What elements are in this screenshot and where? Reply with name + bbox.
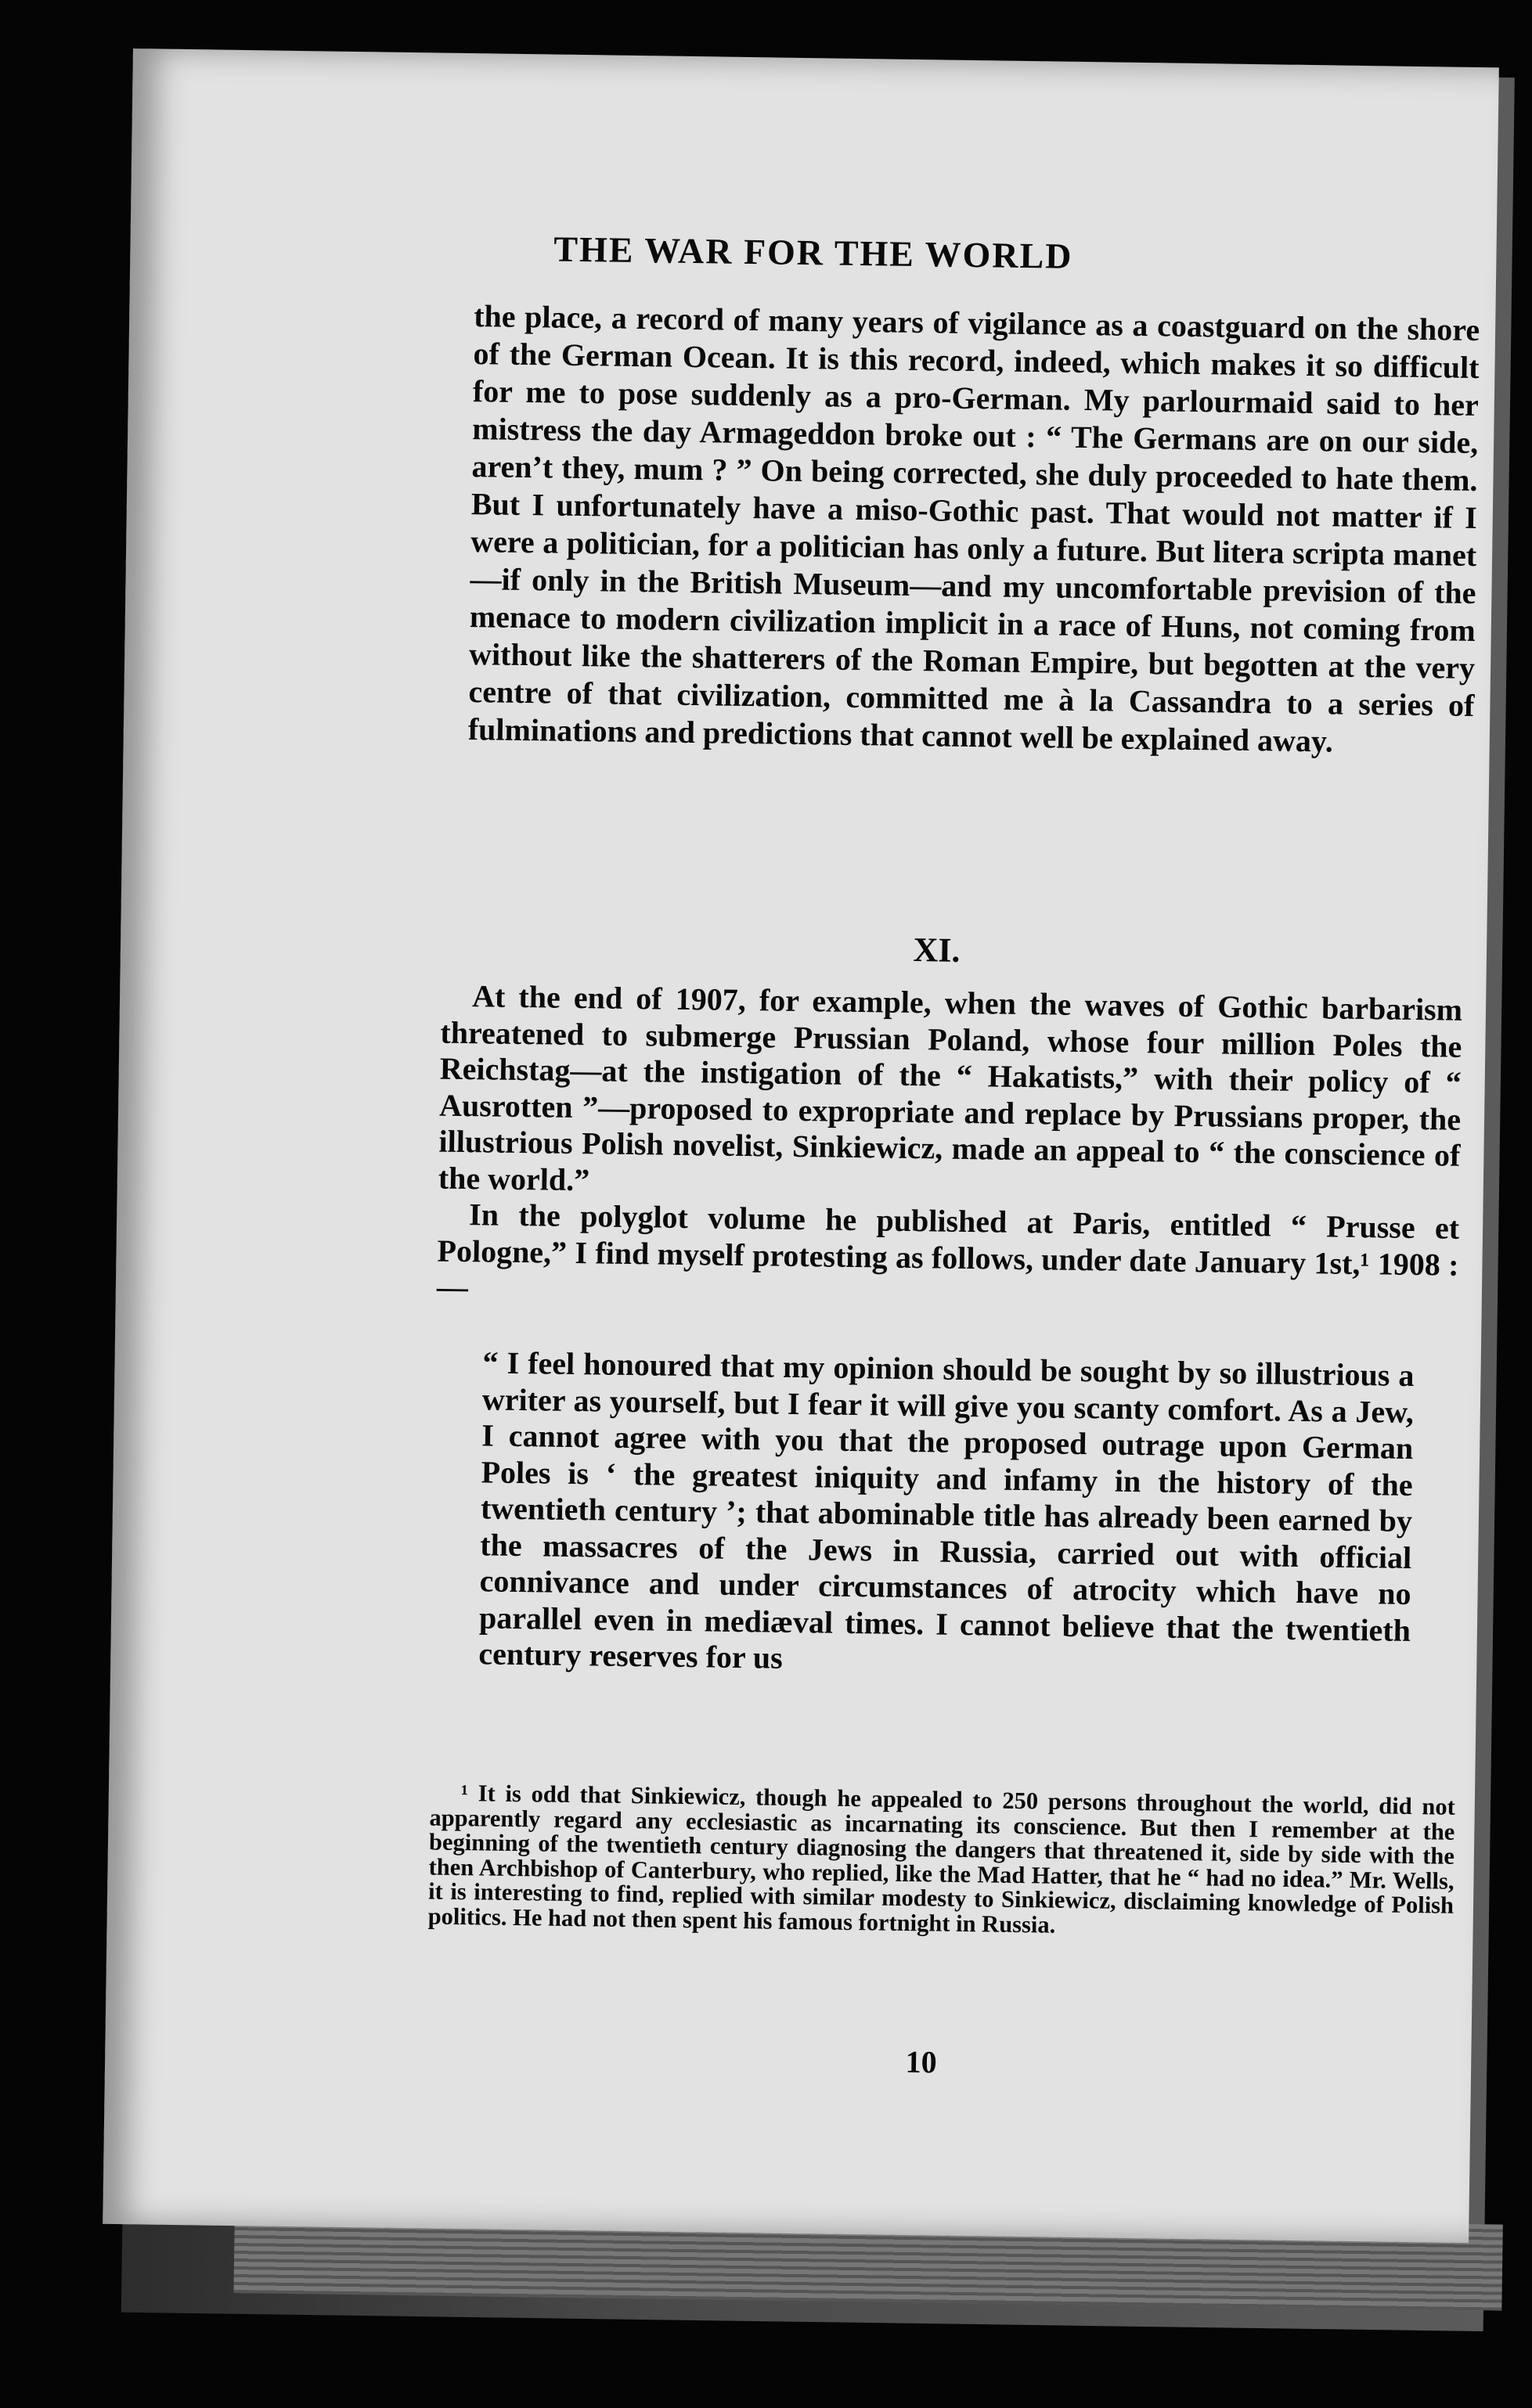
running-head: THE WAR FOR THE WORLD <box>553 229 1073 276</box>
page-sheet <box>103 49 1499 2243</box>
section-number: XI. <box>913 930 961 970</box>
continued-paragraph: the place, a record of many years of vigilance as a coastguard on the shore of the German Ocean. It is this record, indeed, which makes it so difficult for me to pose suddenly as a pro-German. My parlourmaid said to her mistress the day Armageddon broke out : “ The Germans are on our side, aren’t they, mum ? ” On being corrected, she duly proceeded to hate them. But I unfortunately have a miso-Gothic past. That would not matter if I were a politician, for a politician has only a future. But litera scripta manet—if only in the British Museum—and my uncomfortable prevision of the menace to modern civilization implicit in a race of Huns, not coming from without like the shatterers of the Roman Empire, but begotten at the very centre of that civilization, committed me à la Cassandra to a series of fulminations and predictions that cannot well be explained away. <box>467 298 1480 759</box>
section-body <box>437 978 1463 1320</box>
section-paragraph-2: In the polyglot volume he published at Paris, entitled “ Prusse et Pologne,” I find myself protesting as follows, under date January 1st,¹ 1908 :— <box>436 1197 1460 1305</box>
page-number: 10 <box>905 2044 937 2080</box>
footnote: ¹ It is odd that Sinkiewicz, though he appealed to 250 persons throughout the world, did not apparently regard any ecclesiastic as incarnating its conscience. But then I remember at the beginning of the twentieth century diagnosing the dangers that threatened it, side by side with the then Archbishop of Canterbury, who replied, like the Mad Hatter, that he “ had no idea.” Mr. Wells, it is interesting to find, replied with similar modesty to Sinkiewicz, disclaiming knowledge of Polish politics. He had not then spent his famous fortnight in Russia. <box>427 1780 1456 1938</box>
section-paragraph-1: At the end of 1907, for example, when the waves of Gothic barbarism threatened to submerge Prussian Poland, whose four million Poles the Reichstag—at the instigation of the “ Hakatists,” with their policy of “ Ausrotten ”—proposed to expropriate and replace by Prussians proper, the illustrious Polish novelist, Sinkiewicz, made an appeal to “ the conscience of the world.” <box>438 978 1463 1197</box>
quoted-letter: “ I feel honoured that my opinion should be sought by so illustrious a writer as yourself, but I fear it will give you scanty comfort. As a Jew, I cannot agree with you that the proposed outrage upon German Poles is ‘ the greatest iniquity and infamy in the history of the twentieth century ’; that abominable title has already been earned by the massacres of the Jews in Russia, carried out with official connivance and under circumstances of atrocity which have no parallel even in mediæval times. I cannot believe that the twentieth century reserves for us <box>478 1344 1415 1676</box>
